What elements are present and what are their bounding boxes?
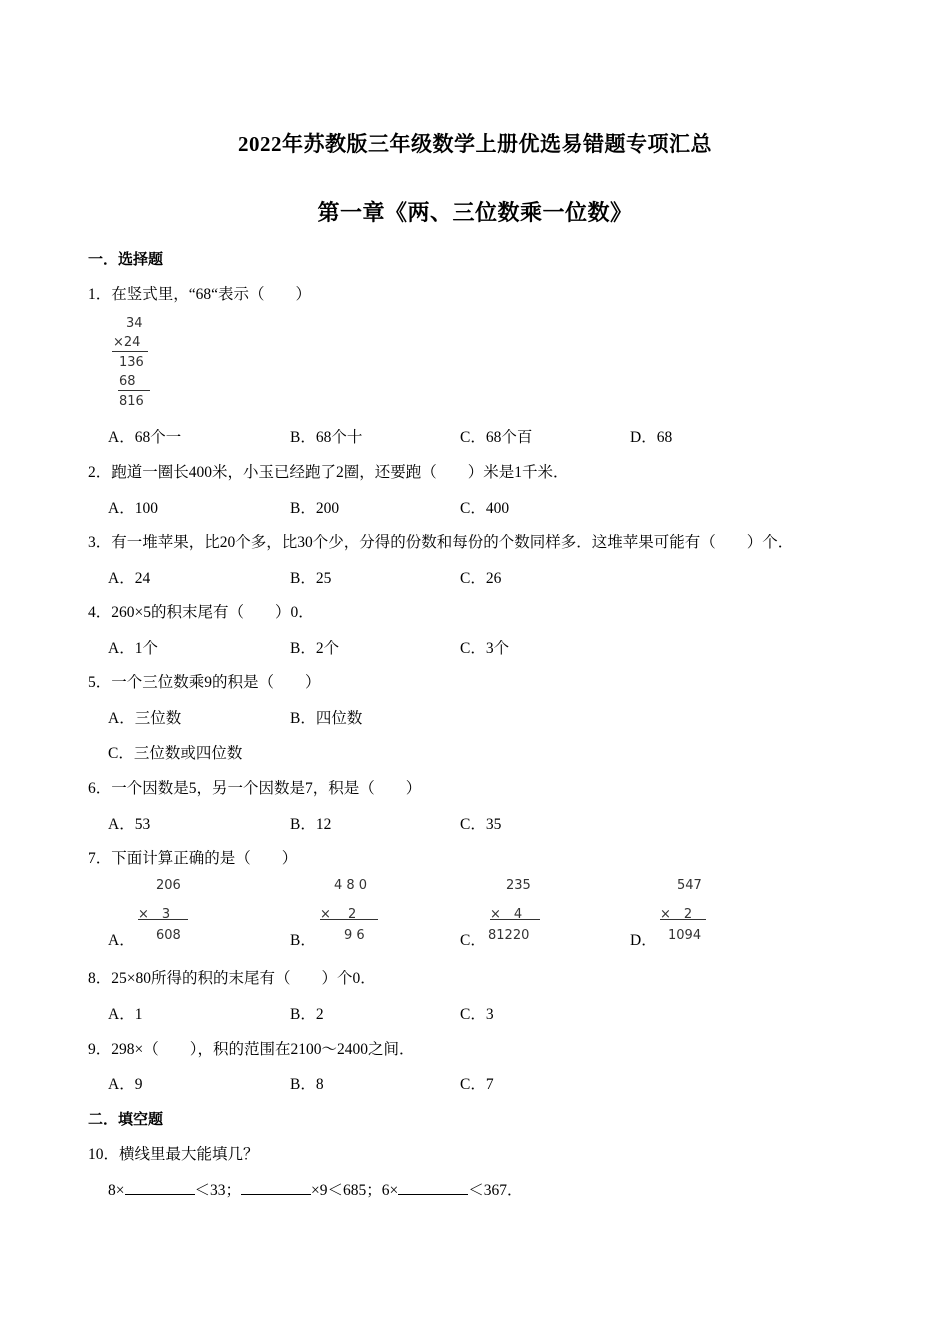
option-b[interactable]: B．2 [290,1006,324,1023]
question-5: 5．一个三位数乘9的积是（ ） [88,674,321,691]
calc-rule [660,919,706,920]
option-d[interactable]: D．68 [630,429,673,446]
fill-blank[interactable] [125,1180,195,1195]
option-b[interactable]: B． [290,932,316,949]
option-b[interactable]: B．200 [290,500,340,517]
option-a[interactable]: A．1 [108,1006,143,1023]
option-c[interactable]: C．3个 [460,640,510,657]
calc-rule [138,919,188,920]
question-6: 6．一个因数是5，另一个因数是7，积是（ ） [88,780,422,797]
option-d[interactable]: D． [630,932,657,949]
calc-rule [320,919,378,920]
calc-rule [118,390,150,391]
option-c[interactable]: C．三位数或四位数 [108,745,243,762]
option-b[interactable]: B．2个 [290,640,340,657]
question-10: 10．横线里最大能填几？ [88,1146,259,1163]
option-a[interactable]: A．9 [108,1076,143,1093]
fill-blank[interactable] [398,1180,468,1195]
q10-part: 8× [108,1182,125,1199]
fill-blank[interactable] [241,1180,311,1195]
calc-line: × 2 [320,907,357,922]
option-a[interactable]: A．68个一 [108,429,182,446]
q7-calc-b [318,878,388,948]
calc-line: 1094 [668,928,702,943]
option-a[interactable]: A．100 [108,500,158,517]
calc-line: × 2 [660,907,693,922]
calc-line: × 3 [138,907,171,922]
calc-rule [490,919,540,920]
option-c[interactable]: C．68个百 [460,429,533,446]
option-a[interactable]: A．1个 [108,640,158,657]
calc-line: 68 [119,374,136,389]
calc-line: 816 [119,394,144,409]
q10-part: ＜33； [194,1182,242,1199]
calc-rule [112,351,148,352]
option-c[interactable]: C． [460,932,486,949]
section-choice-heading: 一．选择题 [88,252,164,268]
calc-line: 136 [119,355,144,370]
option-c[interactable]: C．400 [460,500,510,517]
option-a[interactable]: A．24 [108,570,151,587]
section-fill-heading: 二．填空题 [88,1112,164,1128]
calc-line: × 4 [490,907,523,922]
q7-calc-a [136,878,206,948]
option-b[interactable]: B．12 [290,816,332,833]
q10-fill-line [108,1178,523,1200]
calc-line: 547 [677,878,702,893]
option-b[interactable]: B．68个十 [290,429,363,446]
question-3: 3．有一堆苹果，比20个多，比30个少，分得的份数和每份的个数同样多．这堆苹果可能有（ ）个． [88,534,794,551]
calc-line: 81220 [488,928,530,943]
question-2: 2．跑道一圈长400米，小玉已经跑了2圈，还要跑（ ）米是1千米． [88,464,569,481]
calc-line: 34 [126,316,143,331]
option-c[interactable]: C．7 [460,1076,494,1093]
calc-line: 608 [156,928,181,943]
option-b[interactable]: B．25 [290,570,332,587]
q10-part: ＜367． [468,1182,523,1199]
option-a[interactable]: A． [108,932,135,949]
q10-part: ×9＜685；6× [311,1182,399,1199]
q1-vertical-calc [110,316,170,416]
q7-calc-c [488,878,558,948]
chapter-title: 第一章《两、三位数乘一位数》 [317,200,633,225]
question-1: 1．在竖式里，“68“表示（ ） [88,286,312,303]
option-b[interactable]: B．四位数 [290,710,363,727]
q7-calc-d [658,878,728,948]
calc-line: 9 6 [344,928,365,943]
calc-line: 235 [506,878,531,893]
calc-line: 206 [156,878,181,893]
option-c[interactable]: C．26 [460,570,502,587]
question-7: 7．下面计算正确的是（ ） [88,850,298,867]
option-a[interactable]: A．53 [108,816,151,833]
calc-line: ×24 [113,335,141,350]
option-c[interactable]: C．35 [460,816,502,833]
option-a[interactable]: A．三位数 [108,710,182,727]
question-4: 4．260×5的积末尾有（ ）0． [88,604,314,621]
question-9: 9．298×（ ），积的范围在2100～2400之间． [88,1041,415,1058]
option-b[interactable]: B．8 [290,1076,324,1093]
document-title: 2022年苏教版三年级数学上册优选易错题专项汇总 [238,132,712,156]
option-c[interactable]: C．3 [460,1006,494,1023]
question-8: 8．25×80所得的积的末尾有（ ）个0． [88,970,376,987]
calc-line: 4 8 0 [334,878,368,893]
